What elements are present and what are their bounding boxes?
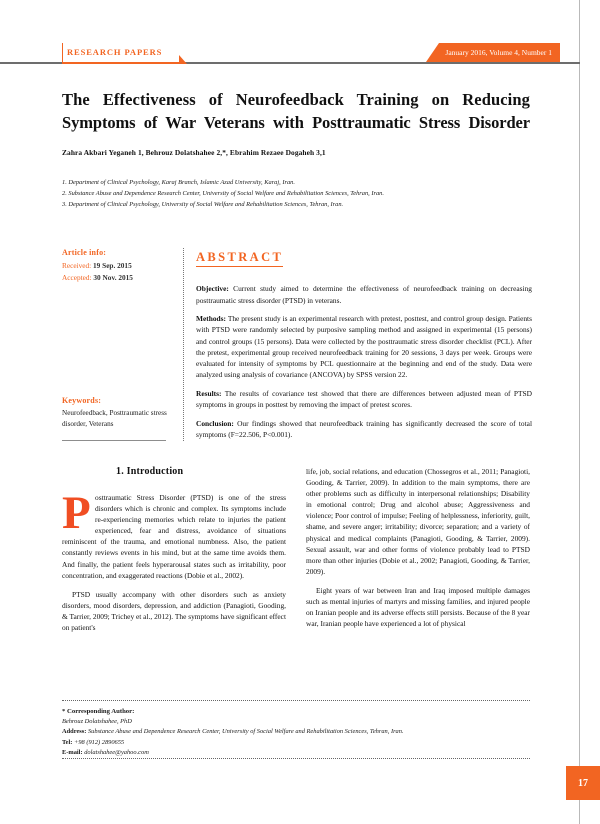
intro-paragraph-4: Eight years of war between Iran and Iraq imposed multiple damages such as mental injuries of martyrs and missing families, and injured people on Iranian people and its adverse effects still persists. Because of the 8 year war, Iranian people have experienced a lot of physical: [306, 585, 530, 629]
abstract-objective-text: Current study aimed to determine the effectiveness of neurofeedback training on decreasing posttraumatic stress disorder (PTSD) in veterans.: [196, 284, 532, 305]
article-info-heading: Article info:: [62, 248, 107, 257]
intro-paragraph-1: osttraumatic Stress Disorder (PTSD) is one of the stress disorders which is chronic and complex. Its symptoms include re-experiencing memories which relate to injuries the patient experienced, fear and distress, avoidance of situations reminiscent of the trauma, and emotional numbness. Also, the patient constantly reviews events in his mind, but at the same time avoids them. And finally, the patient feels hyperarousal states such as irritability, poor concentration, and exaggerated reactions (Dobie et al., 2002).: [62, 493, 286, 580]
body-column-right: [306, 466, 530, 637]
accepted-value: 30 Nov. 2015: [93, 272, 133, 282]
abstract-heading: ABSTRACT: [196, 250, 283, 267]
abstract-objective-label: Objective:: [196, 284, 229, 294]
abstract-conclusion-label: Conclusion:: [196, 418, 234, 428]
body-column-left: [62, 487, 286, 641]
corresponding-author-address: [62, 727, 530, 737]
intro-paragraph-3: life, job, social relations, and education (Chossegros et al., 2011; Panagioti, Gooding, & Tarrier, 2009). In addition to the main symptoms, there are other problems such as difficulty in interpersonal relationships; Disability in emotional control; Drug and alcohol abuse; Aggressiveness and violence; Poor control of impulse; Feeling of helplessness, inferiority, guilt, shame, and severe anger; irritability; divorce; separation; and a variety of physical and medical complaints (Panagioti, Gooding, & Tarrier, 2009). Sexual assault, war and other forms of violence probably lead to PTSD more than other injuries (Dobie et al., 2002; Panagioti, Gooding, & Tarrier, 2009).: [306, 467, 530, 576]
footer-top-dotted-rule: [62, 700, 530, 701]
page-header: [0, 42, 580, 66]
affiliation-item: 1. Department of Clinical Psychology, Karaj Branch, Islamic Azad University, Karaj, Iran.: [62, 179, 295, 186]
address-label: Address:: [62, 728, 87, 736]
keywords-divider-rule: [62, 440, 166, 441]
abstract-results: [196, 388, 532, 410]
issue-badge: January 2016, Volume 4, Number 1: [439, 43, 560, 62]
address-value: Substance Abuse and Dependence Research Center, University of Social Welfare and Rehabilitation Sciences, Tehran, Iran.: [86, 728, 404, 736]
abstract-methods-label: Methods:: [196, 314, 226, 324]
title-line-1: The Effectiveness of Neurofeedback Training on Reducing: [62, 90, 530, 109]
intro-paragraph-2: PTSD usually accompany with other disorders such as anxiety disorders, mood disorders, depression, and addiction (Panagioti, Gooding, & Tarrier, 2009; Trichey et al., 2012). The symptoms have significant effect on patient's: [62, 589, 286, 633]
page-number-badge: 17: [566, 766, 600, 800]
affiliation-list: [62, 178, 532, 210]
article-info-block: [62, 248, 170, 283]
keywords-heading: Keywords:: [62, 396, 102, 405]
page-right-rule: [579, 0, 580, 824]
corresponding-author-block: [62, 707, 530, 758]
drop-cap-letter: P: [62, 487, 91, 539]
accepted-label: Accepted:: [62, 272, 92, 282]
article-info-received: [62, 260, 170, 272]
abstract-objective: [196, 283, 532, 305]
section-tab-research-papers[interactable]: RESEARCH PAPERS: [62, 43, 180, 64]
page-title: [62, 88, 530, 134]
keywords-block: [62, 396, 174, 430]
section-heading-introduction: 1. Introduction: [116, 466, 184, 477]
abstract-block: [196, 248, 532, 447]
corresponding-author-name: Behrouz Dolatshahee, PhD: [62, 718, 132, 726]
abstract-vertical-divider: [183, 248, 184, 441]
received-label: Received:: [62, 261, 92, 270]
abstract-conclusion: [196, 418, 532, 440]
tel-value: +98 (912) 2890655: [72, 738, 125, 746]
tel-label: Tel:: [62, 738, 73, 746]
footer-bottom-dotted-rule: [62, 758, 530, 759]
title-line-2: Symptoms of War Veterans with Posttraumatic Stress Disorder: [62, 113, 530, 132]
corresponding-author-heading: * Corresponding Author:: [62, 708, 135, 715]
abstract-results-label: Results:: [196, 388, 222, 398]
email-value[interactable]: dolatshahee@yahoo.com: [82, 748, 149, 756]
affiliation-item: 2. Substance Abuse and Dependence Research Center, University of Social Welfare and Rehabilitation Sciences, Tehran, Iran.: [62, 189, 384, 197]
email-label: E-mail:: [62, 748, 83, 756]
author-list: Zahra Akbari Yeganeh 1, Behrouz Dolatshahee 2,*, Ebrahim Rezaee Dogaheh 3,1: [62, 148, 326, 157]
abstract-methods-text: The present study is an experimental research with pretest, posttest, and control group design. Patients with PTSD were randomly selected by purposive sampling method and assigned in experimental (15 persons) and control groups (15 persons). Data were collected by the posttraumatic stress disorder checklist (PCL). After the pretest, experimental group received neurofeedback training for 20 sessions, 3 days per week. Groups were evaluated for intensity of symptoms by PCL questionnaire at the beginning and end of the study. Data were analyzed using analysis of covariance (ANCOVA) by SPSS version 22.: [196, 314, 532, 380]
article-info-accepted: [62, 272, 170, 284]
abstract-results-text: The results of covariance test showed that there are differences between adjusted mean of PTSD symptoms in groups in posttest by removing the impact of pretest scores.: [196, 388, 532, 409]
corresponding-author-email: [62, 748, 530, 758]
keywords-list: Neurofeedback, Posttraumatic stress disorder, Veterans: [62, 409, 167, 428]
received-value: 19 Sep. 2015: [93, 261, 132, 270]
corresponding-author-tel: [62, 738, 530, 748]
abstract-methods: [196, 313, 532, 380]
abstract-conclusion-text: Our findings showed that neurofeedback training has significantly decreased the score of total symptoms (F=22.506, P<0.001).: [196, 418, 532, 439]
affiliation-item: 3. Department of Clinical Psychology, University of Social Welfare and Rehabilitation Sciences, Tehran, Iran.: [62, 200, 344, 208]
